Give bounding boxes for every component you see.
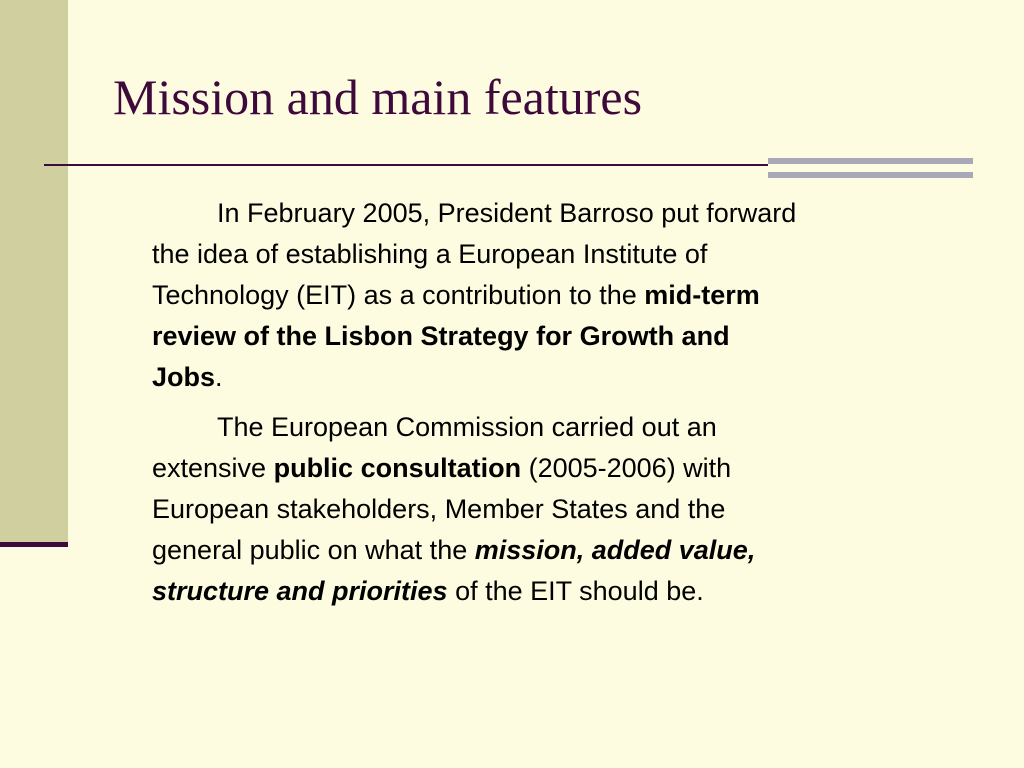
emphasis-lisbon-strategy: review of the Lisbon Strategy for Growth and [152,321,730,351]
text-segment: of the EIT should be. [447,576,704,606]
text-segment: . [215,362,223,392]
paragraph-public-consultation [152,407,952,612]
decorative-bar-top [768,158,973,164]
title-divider [44,164,768,166]
text-segment: (2005-2006) with [521,453,732,483]
text-segment: Technology (EIT) as a contribution to the [152,280,645,310]
decorative-bar-bottom [768,172,973,178]
slide-title: Mission and main features [113,69,643,125]
decorative-double-bar [768,156,973,180]
paragraph-eit-proposal [152,193,952,398]
text-segment: extensive [152,453,274,483]
emphasis-public-consultation: public consultation [273,453,522,483]
emphasis-mid-term: mid-term [644,280,760,310]
emphasis-jobs: Jobs [152,362,216,392]
left-accent-band [0,0,68,542]
text-segment: The European Commission carried out an [217,412,717,442]
left-accent-rule [0,542,68,547]
text-segment: general public on what the [152,535,475,565]
emphasis-structure-priorities: structure and priorities [152,576,448,606]
slide-body [152,193,952,612]
emphasis-mission-added-value: mission, added value, [474,535,756,565]
text-segment: In February 2005, President Barroso put forward [217,198,797,228]
text-segment: European stakeholders, Member States and the [152,494,726,524]
text-segment: the idea of establishing a European Institute of [152,239,708,269]
